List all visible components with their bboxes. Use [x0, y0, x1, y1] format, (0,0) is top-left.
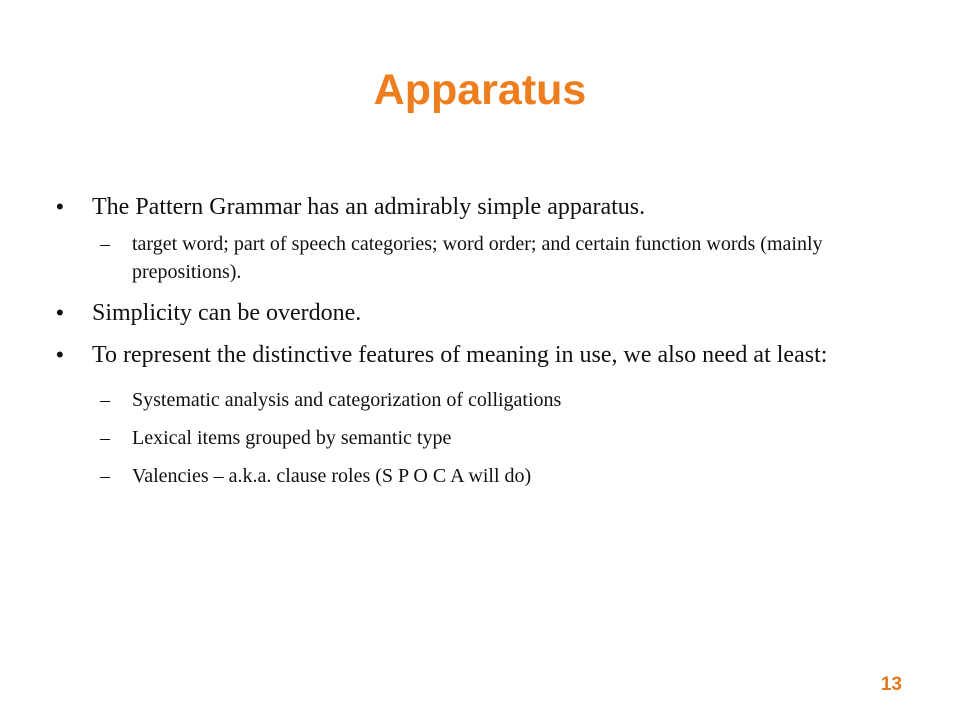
sub-bullet-point: [54, 386, 900, 414]
bullet-point: [54, 296, 900, 330]
bullet-icon: •: [56, 300, 64, 325]
bullet-icon: •: [56, 194, 64, 219]
sub-bullet-text: Systematic analysis and categorization of colligations: [132, 389, 562, 411]
slide-title: Apparatus: [373, 66, 587, 114]
bullet-point: [54, 190, 900, 224]
bullet-text: To represent the distinctive features of meaning in use, we also need at least:: [92, 342, 828, 368]
dash-icon: –: [100, 465, 110, 487]
sub-bullet-point: [54, 462, 900, 490]
sub-bullet-text: Valencies – a.k.a. clause roles (S P O C A will do): [132, 465, 532, 487]
bullet-text: The Pattern Grammar has an admirably simple apparatus.: [92, 194, 646, 220]
bullet-icon: •: [56, 342, 64, 367]
dash-icon: –: [100, 427, 110, 449]
sub-bullet-point: [54, 230, 900, 286]
sub-bullet-text: Lexical items grouped by semantic type: [132, 427, 452, 449]
dash-icon: –: [100, 389, 110, 411]
sub-bullet-point: [54, 424, 900, 452]
sub-bullet-text: target word; part of speech categories; word order; and certain function words (mainly prepositions).: [132, 233, 823, 283]
bullet-point: [54, 338, 900, 372]
dash-icon: –: [100, 233, 110, 255]
slide-body: [54, 190, 900, 490]
page-number: 13: [880, 674, 902, 695]
bullet-text: Simplicity can be overdone.: [92, 300, 362, 326]
